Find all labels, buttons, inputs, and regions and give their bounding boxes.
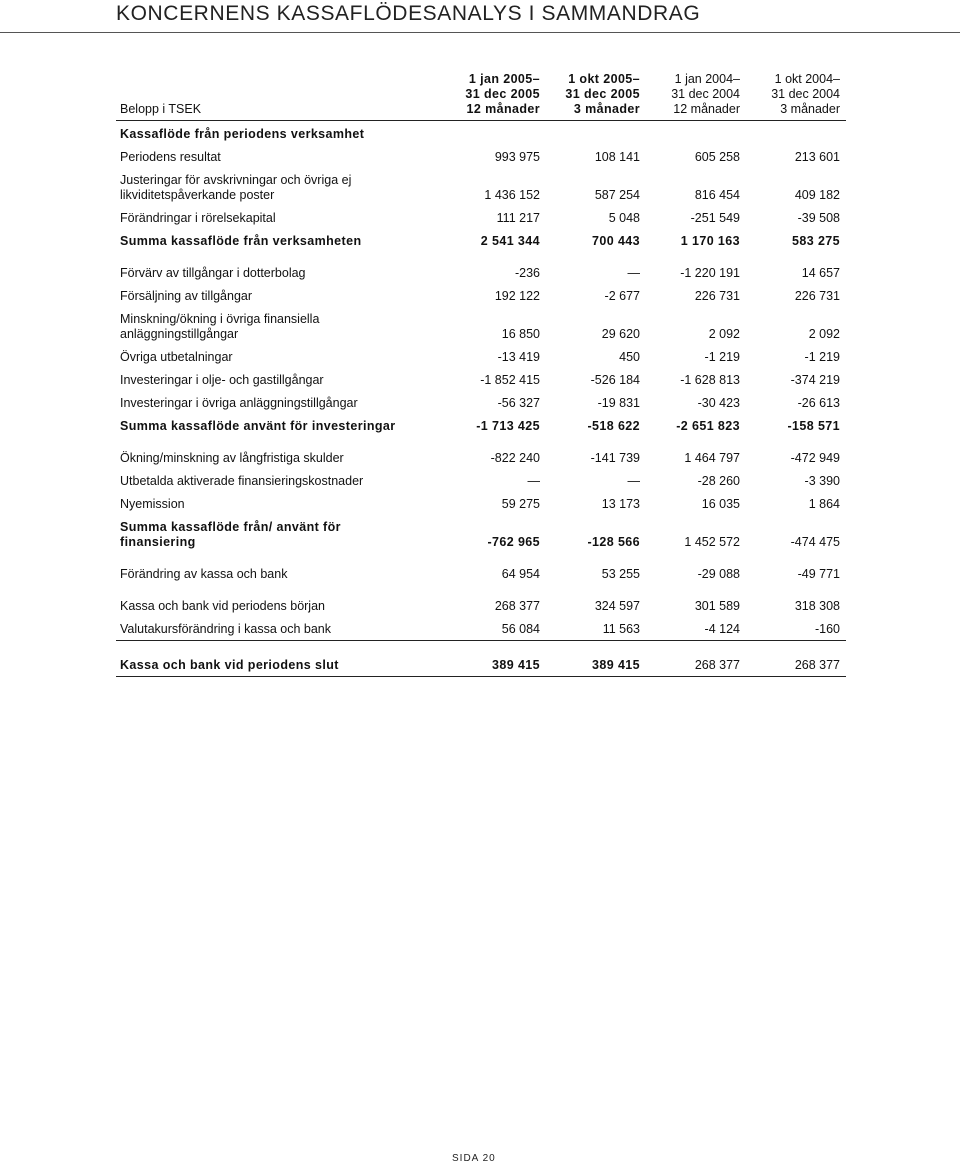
row-label: Summa kassaflöde använt för investeringar — [120, 419, 396, 433]
cell-value: -128 566 — [587, 535, 640, 549]
cell-value: -2 677 — [604, 289, 640, 303]
cell-value: 192 122 — [494, 289, 540, 303]
table-row — [116, 559, 846, 582]
cell-value: -1 628 813 — [680, 373, 740, 387]
cell-value: -1 220 191 — [680, 266, 740, 280]
cell-value: 2 092 — [808, 327, 840, 341]
table-row — [116, 365, 846, 388]
cell-value: 816 454 — [694, 188, 740, 202]
cell-value: 700 443 — [592, 234, 640, 248]
cell-value: -160 — [746, 614, 846, 641]
cell-value: 56 084 — [446, 614, 546, 641]
table-row — [116, 142, 846, 165]
row-label: Kassa och bank vid periodens slut — [116, 650, 446, 677]
cell-value: 389 415 — [546, 650, 646, 677]
cell-value: -49 771 — [797, 567, 840, 581]
row-label: Investeringar i olje- och gastillgångar — [120, 373, 324, 387]
cell-value: 29 620 — [601, 327, 640, 341]
cell-value: 64 954 — [501, 567, 540, 581]
cell-value: 1 452 572 — [684, 535, 740, 549]
cell-value: -474 475 — [790, 535, 840, 549]
cell-value: -251 549 — [690, 211, 740, 225]
row-label: Summa kassaflöde från verksamheten — [120, 234, 362, 248]
spacer-row — [116, 550, 846, 559]
title-divider — [0, 32, 960, 33]
cell-value: 587 254 — [594, 188, 640, 202]
cell-value: -518 622 — [587, 419, 640, 433]
cell-value: 59 275 — [501, 497, 540, 511]
cell-value: -762 965 — [487, 535, 540, 549]
cell-value: 2 541 344 — [480, 234, 540, 248]
cell-value: 268 377 — [646, 650, 746, 677]
cell-value: -158 571 — [787, 419, 840, 433]
row-label: Periodens resultat — [120, 150, 221, 164]
cell-value: -13 419 — [497, 350, 540, 364]
table-row — [116, 388, 846, 411]
cell-value: 111 217 — [496, 211, 540, 225]
cell-value: 2 092 — [708, 327, 740, 341]
row-label: Summa kassaflöde från/ använt för finansiering — [120, 520, 341, 549]
table-row — [116, 203, 846, 226]
subtotal-row — [116, 226, 846, 249]
cell-value: 1 864 — [808, 497, 840, 511]
row-label: Investeringar i övriga anläggningstillgångar — [120, 396, 358, 410]
spacer-row — [116, 641, 846, 651]
cell-value: — — [627, 266, 640, 280]
cell-value: -472 949 — [790, 451, 840, 465]
spacer-row — [116, 582, 846, 591]
cell-value: 16 035 — [701, 497, 740, 511]
table-row — [116, 614, 846, 641]
spacer-row — [116, 249, 846, 258]
cell-value: -1 219 — [804, 350, 840, 364]
cell-value: -4 124 — [646, 614, 746, 641]
row-label: Förändringar i rörelsekapital — [120, 211, 276, 225]
cell-value: 605 258 — [694, 150, 740, 164]
cell-value: -39 508 — [797, 211, 840, 225]
cell-value: -1 852 415 — [480, 373, 540, 387]
cell-value: 53 255 — [601, 567, 640, 581]
cell-value: -29 088 — [697, 567, 740, 581]
table-row — [116, 304, 846, 342]
cell-value: 1 464 797 — [684, 451, 740, 465]
cell-value: 268 377 — [746, 650, 846, 677]
cell-value: -1 713 425 — [476, 419, 540, 433]
cell-value: 1 436 152 — [484, 188, 540, 202]
table-row — [116, 258, 846, 281]
section-header-operating — [116, 121, 846, 143]
row-label: Nyemission — [120, 497, 185, 511]
cell-value: -822 240 — [490, 451, 540, 465]
cell-value: 213 601 — [794, 150, 840, 164]
row-label: Förvärv av tillgångar i dotterbolag — [120, 266, 306, 280]
total-row — [116, 650, 846, 677]
cell-value: 583 275 — [792, 234, 840, 248]
cell-value: 301 589 — [694, 599, 740, 613]
cell-value: -3 390 — [804, 474, 840, 488]
row-label: Minskning/ökning i övriga finansiella anläggningstillgångar — [120, 312, 320, 341]
table-row — [116, 165, 846, 203]
table-row — [116, 591, 846, 614]
cell-value: -28 260 — [697, 474, 740, 488]
subtotal-row — [116, 512, 846, 550]
spacer-row — [116, 434, 846, 443]
cell-value: -2 651 823 — [676, 419, 740, 433]
cell-value: -141 739 — [590, 451, 640, 465]
table-row — [116, 281, 846, 304]
cell-value: 11 563 — [546, 614, 646, 641]
section-title: Kassaflöde från periodens verksamhet — [120, 127, 365, 141]
cell-value: — — [527, 474, 540, 488]
row-label: Valutakursförändring i kassa och bank — [116, 614, 446, 641]
cell-value: -236 — [514, 266, 540, 280]
cell-value: 226 731 — [694, 289, 740, 303]
cell-value: -19 831 — [597, 396, 640, 410]
cell-value: — — [627, 474, 640, 488]
row-label: Ökning/minskning av långfristiga skulder — [120, 451, 344, 465]
row-label: Förändring av kassa och bank — [120, 567, 288, 581]
subtotal-row — [116, 411, 846, 434]
cell-value: 409 182 — [794, 188, 840, 202]
table-row — [116, 342, 846, 365]
page-number: SIDA 20 — [452, 1153, 496, 1164]
cell-value: 993 975 — [494, 150, 540, 164]
cell-value: -526 184 — [590, 373, 640, 387]
cash-flow-table — [116, 72, 846, 677]
cell-value: 14 657 — [801, 266, 840, 280]
row-label: Försäljning av tillgångar — [120, 289, 253, 303]
cell-value: 13 173 — [601, 497, 640, 511]
column-header-jan-dec-2005: 1 jan 2005– 31 dec 2005 12 månader — [446, 72, 546, 121]
cell-value: -1 219 — [704, 350, 740, 364]
table-row — [116, 489, 846, 512]
cell-value: 389 415 — [446, 650, 546, 677]
row-label: Utbetalda aktiverade finansieringskostnader — [120, 474, 364, 488]
cell-value: 324 597 — [594, 599, 640, 613]
table-row — [116, 466, 846, 489]
cell-value: 318 308 — [794, 599, 840, 613]
row-label: Kassa och bank vid periodens början — [120, 599, 325, 613]
row-label: Justeringar för avskrivningar och övriga ej likviditetspåverkande poster — [120, 173, 352, 202]
cell-value: -56 327 — [497, 396, 540, 410]
unit-label: Belopp i TSEK — [116, 72, 446, 121]
cell-value: 268 377 — [494, 599, 540, 613]
page-title: KONCERNENS KASSAFLÖDESANALYS I SAMMANDRAG — [116, 2, 701, 25]
cell-value: -26 613 — [797, 396, 840, 410]
cell-value: -30 423 — [697, 396, 740, 410]
row-label: Övriga utbetalningar — [120, 350, 233, 364]
cell-value: 1 170 163 — [680, 234, 740, 248]
cell-value: 450 — [619, 350, 640, 364]
column-header-jan-dec-2004: 1 jan 2004– 31 dec 2004 12 månader — [646, 72, 746, 121]
cell-value: 108 141 — [594, 150, 640, 164]
cell-value: -374 219 — [790, 373, 840, 387]
cell-value: 5 048 — [608, 211, 640, 225]
cell-value: 226 731 — [794, 289, 840, 303]
table-row — [116, 443, 846, 466]
cell-value: 16 850 — [501, 327, 540, 341]
column-header-row — [116, 72, 846, 121]
column-header-okt-dec-2004: 1 okt 2004– 31 dec 2004 3 månader — [746, 72, 846, 121]
column-header-okt-dec-2005: 1 okt 2005– 31 dec 2005 3 månader — [546, 72, 646, 121]
